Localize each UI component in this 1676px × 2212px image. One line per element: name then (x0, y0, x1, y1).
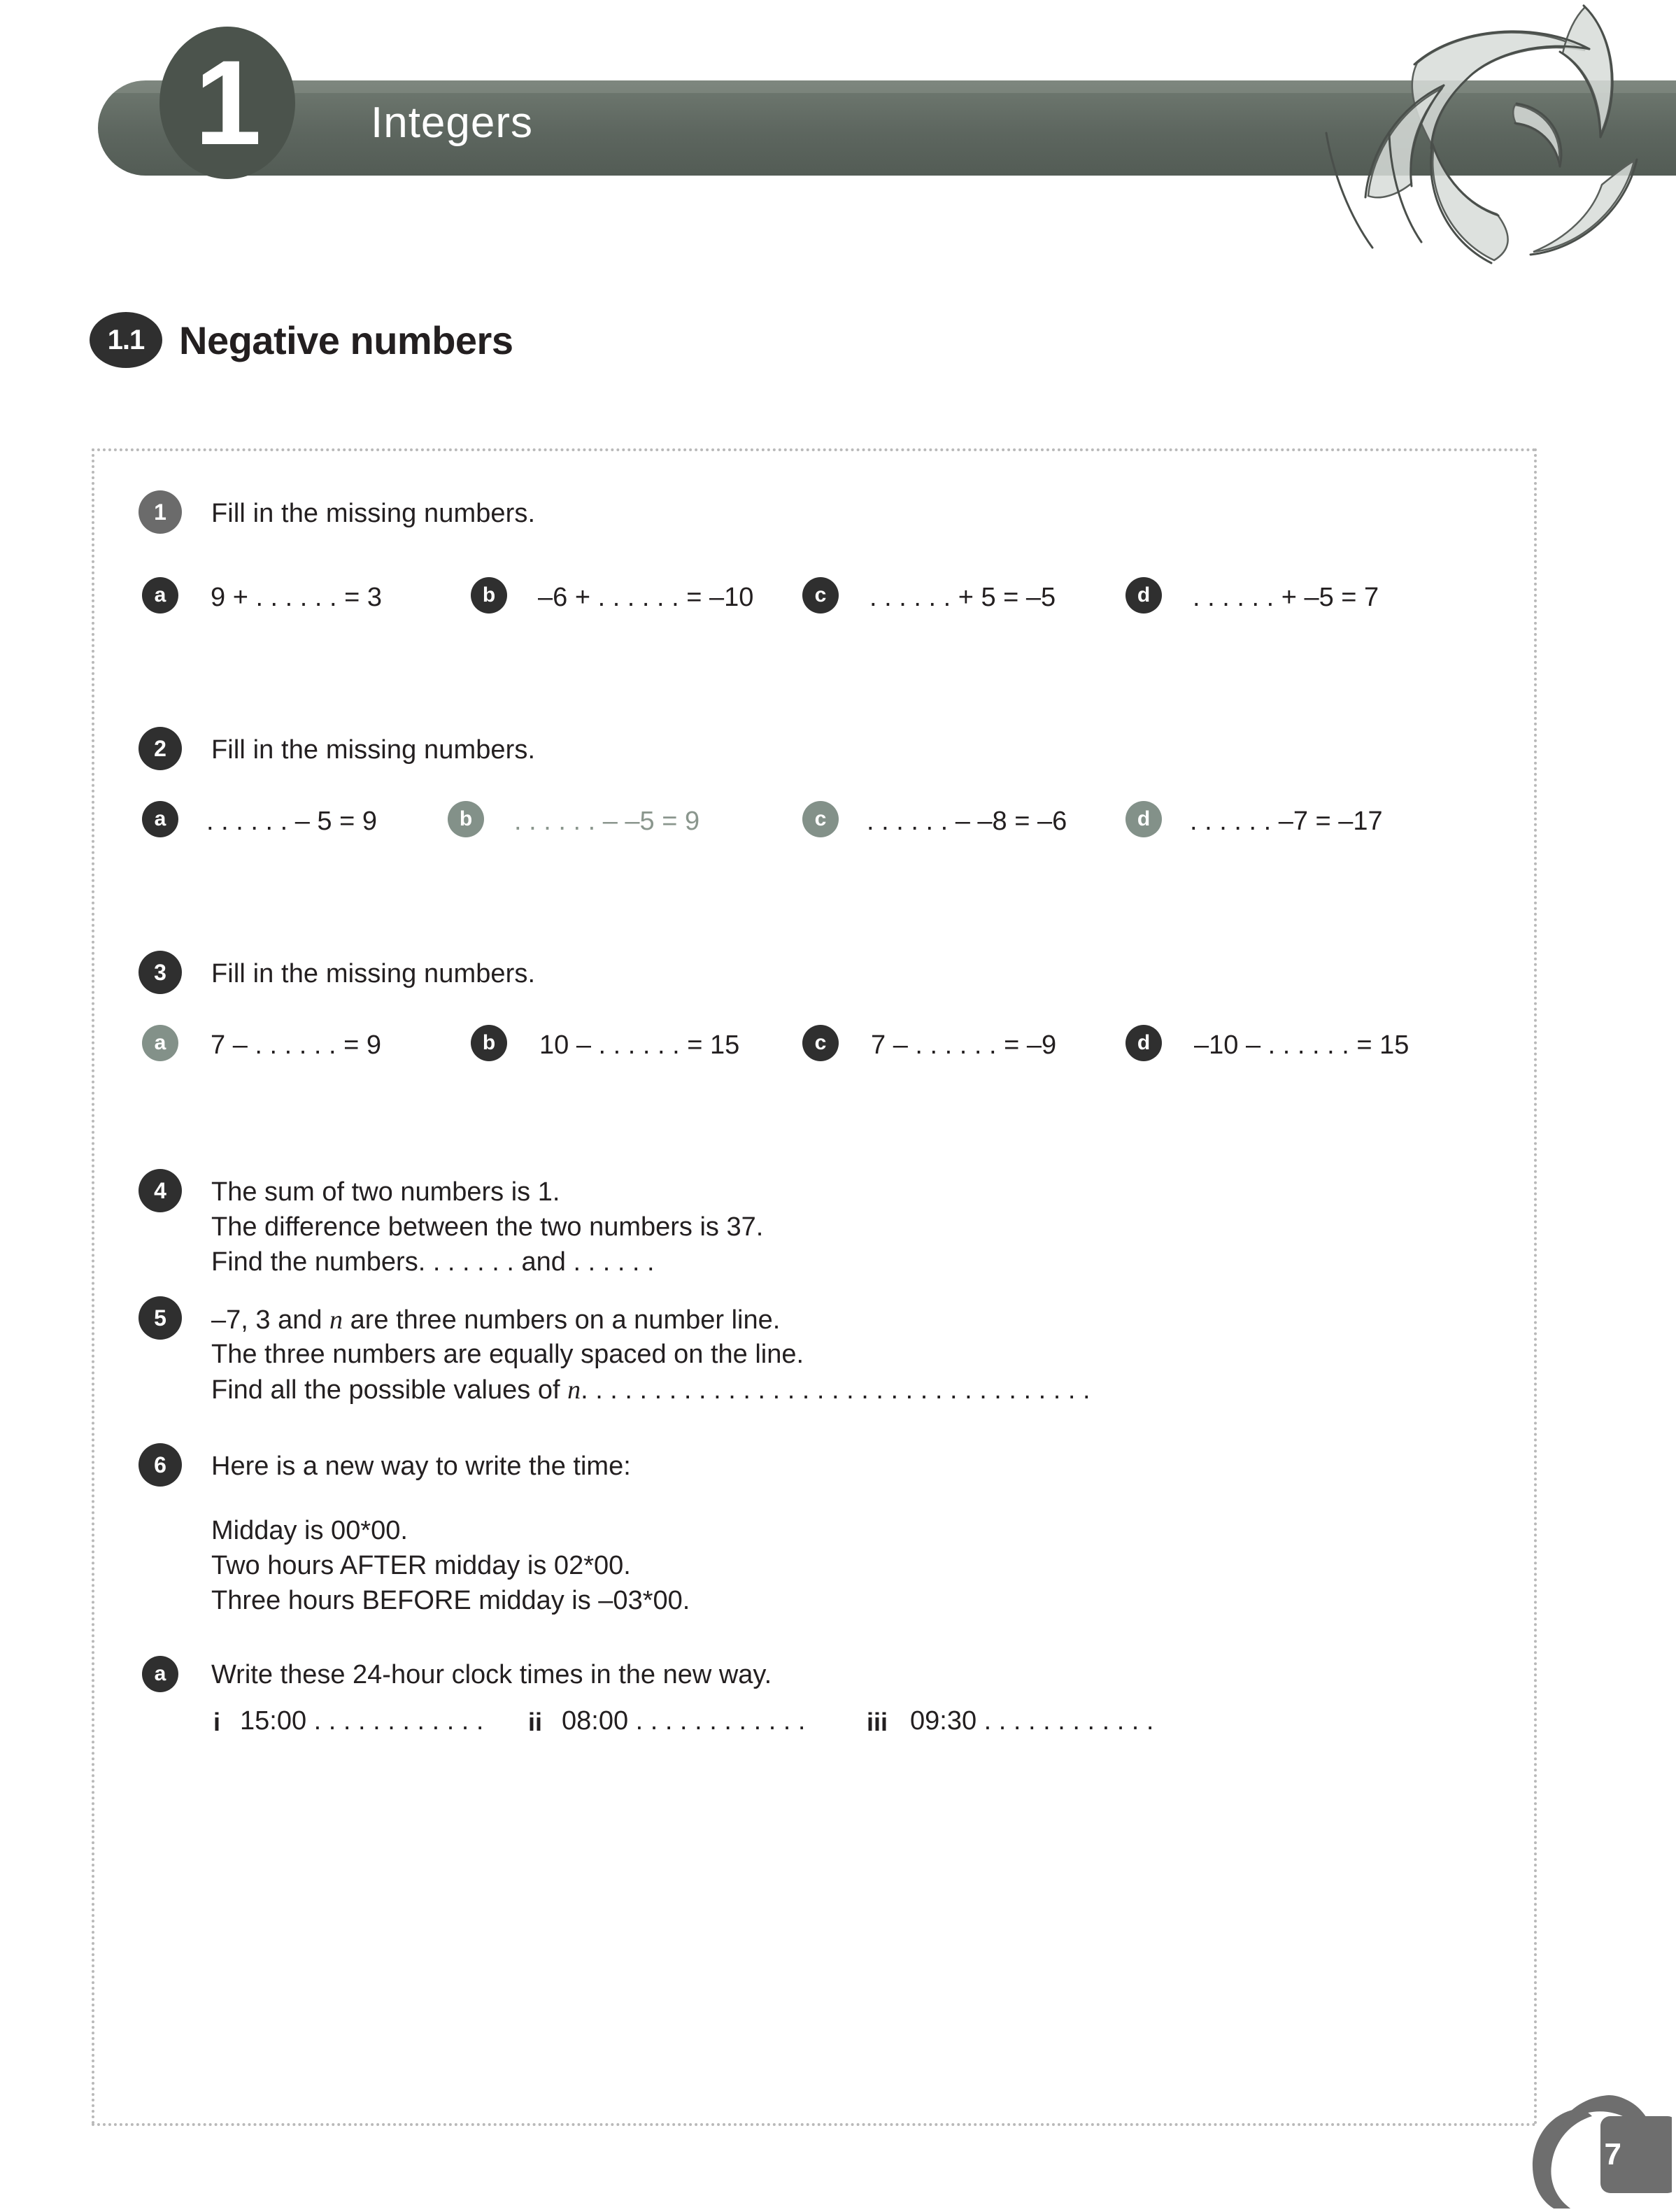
question-2-number: 2 (139, 727, 182, 770)
question-1-part-a-label: a (142, 577, 178, 614)
question-5-line-1-post: are three numbers on a number line. (343, 1305, 781, 1335)
question-3-number: 3 (139, 951, 182, 994)
question-1-part-d-expression[interactable]: . . . . . . + –5 = 7 (1193, 583, 1379, 612)
question-4-number: 4 (139, 1169, 182, 1212)
question-6-rule-2: Two hours AFTER midday is 02*00. (211, 1551, 631, 1580)
question-6-stem: Here is a new way to write the time: (211, 1452, 631, 1481)
question-1-number: 1 (139, 490, 182, 534)
question-6-part-a-label: a (142, 1656, 178, 1692)
question-2-part-a-label: a (142, 801, 178, 837)
question-2-part-c-expression[interactable]: . . . . . . – –8 = –6 (867, 807, 1067, 836)
question-6-item-iii-text[interactable]: 09:30 . . . . . . . . . . . . (910, 1706, 1154, 1736)
question-1-stem: Fill in the missing numbers. (211, 499, 536, 528)
question-5-line-2: The three numbers are equally spaced on the line. (211, 1340, 804, 1369)
question-1-part-b-expression[interactable]: –6 + . . . . . . = –10 (538, 583, 754, 612)
question-3-part-a-label: a (142, 1025, 178, 1061)
question-6-item-iii-numeral: iii (867, 1708, 888, 1736)
question-3-part-d-label: d (1125, 1025, 1162, 1061)
question-6-rule-3: Three hours BEFORE midday is –03*00. (211, 1586, 690, 1615)
question-3-part-c-label: c (802, 1025, 839, 1061)
question-4-line-3[interactable]: Find the numbers. . . . . . . and . . . . . . (211, 1247, 655, 1277)
section-number-badge: 1.1 (90, 312, 162, 368)
question-1-part-b-label: b (471, 577, 507, 614)
question-2-part-b-label: b (448, 801, 484, 837)
chapter-banner-bar (98, 80, 1676, 176)
page-number-badge (1525, 2083, 1672, 2209)
question-3-stem: Fill in the missing numbers. (211, 959, 536, 988)
page-number: 7 (1604, 2137, 1621, 2171)
question-6-item-i-text[interactable]: 15:00 . . . . . . . . . . . . (240, 1706, 484, 1736)
question-5-line-3[interactable] (211, 1375, 1091, 1405)
question-6-part-a-stem: Write these 24-hour clock times in the new way. (211, 1660, 772, 1689)
section-heading (90, 312, 513, 368)
question-4-line-2: The difference between the two numbers is 37. (211, 1212, 764, 1242)
question-6-item-ii-numeral: ii (528, 1708, 543, 1736)
question-3-part-b-expression[interactable]: 10 – . . . . . . = 15 (539, 1030, 740, 1060)
question-3-part-b-label: b (471, 1025, 507, 1061)
page-badge-swirl-icon (1525, 2083, 1672, 2209)
question-2-part-c-label: c (802, 801, 839, 837)
question-5-line-3-pre: Find all the possible values of (211, 1375, 568, 1405)
question-1-part-c-label: c (802, 577, 839, 614)
question-6-number: 6 (139, 1443, 182, 1487)
question-2-part-d-expression[interactable]: . . . . . . –7 = –17 (1190, 807, 1383, 836)
question-6-item-i-numeral: i (213, 1708, 221, 1736)
exercise-box (92, 448, 1537, 2126)
question-3-part-a-expression[interactable]: 7 – . . . . . . = 9 (211, 1030, 381, 1060)
section-title: Negative numbers (179, 318, 513, 362)
question-6-item-ii-text[interactable]: 08:00 . . . . . . . . . . . . (562, 1706, 806, 1736)
question-5-line-1 (211, 1305, 780, 1335)
question-6-rule-1: Midday is 00*00. (211, 1516, 408, 1545)
chapter-title: Integers (371, 99, 534, 147)
question-3-part-d-expression[interactable]: –10 – . . . . . . = 15 (1194, 1030, 1409, 1060)
question-5-number: 5 (139, 1296, 182, 1340)
question-2-part-d-label: d (1125, 801, 1162, 837)
question-2-stem: Fill in the missing numbers. (211, 735, 536, 765)
question-5-answer-dots[interactable]: . . . . . . . . . . . . . . . . . . . . . . . . . . . . . . . . . . . (581, 1375, 1091, 1405)
question-5-variable-n: n (329, 1305, 343, 1335)
question-2-part-a-expression[interactable]: . . . . . . – 5 = 9 (206, 807, 377, 836)
question-3-part-c-expression[interactable]: 7 – . . . . . . = –9 (871, 1030, 1057, 1060)
question-4-line-1: The sum of two numbers is 1. (211, 1177, 560, 1207)
question-5-variable-n-2: n (567, 1375, 581, 1405)
question-1-part-c-expression[interactable]: . . . . . . + 5 = –5 (869, 583, 1056, 612)
question-1-part-a-expression[interactable]: 9 + . . . . . . = 3 (211, 583, 383, 612)
question-2-part-b-expression[interactable]: . . . . . . – –5 = 9 (514, 807, 700, 836)
chapter-number: 1 (194, 36, 260, 170)
question-5-line-1-pre: –7, 3 and (211, 1305, 330, 1335)
chapter-header (0, 0, 1676, 231)
question-1-part-d-label: d (1125, 577, 1162, 614)
